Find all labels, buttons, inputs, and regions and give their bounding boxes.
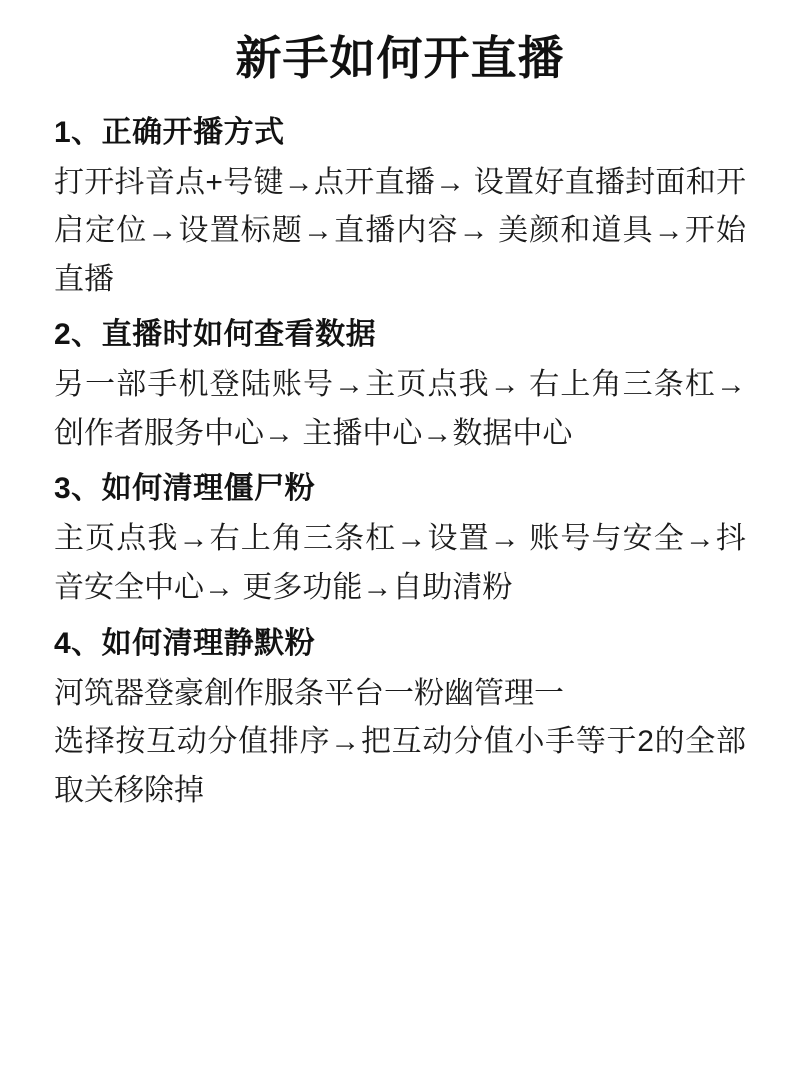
section-2-heading: 2、直播时如何查看数据: [54, 318, 377, 352]
section-1-body: [54, 159, 746, 305]
section-4-text-line-2: 选择按互动分值排序→把互动分值小手等于2的全部取关移除掉: [54, 725, 746, 807]
section-3-text: 主页点我→右上角三条杠→设置→ 账号与安全→抖音安全中心→ 更多功能→自助清粉: [54, 522, 746, 605]
section-4-heading: 4、如何清理静默粉: [54, 626, 316, 660]
section-4-body: [54, 670, 746, 816]
section-2-body: [54, 361, 746, 458]
section-3: [54, 466, 746, 612]
section-1-text: 打开抖音点+号键→点开直播→ 设置好直播封面和开启定位→设置标题→直播内容→ 美颜和道具→开始直播: [54, 165, 746, 296]
section-2: [54, 312, 746, 458]
section-3-body: [54, 515, 746, 612]
section-4: [54, 621, 746, 816]
section-4-text-line-1: 河筑器登豪創作服条平台一粉幽管理一: [54, 676, 564, 710]
section-1-heading: 1、正确开播方式: [54, 115, 285, 149]
page-title: 新手如何开直播: [235, 32, 565, 84]
section-2-text: 另一部手机登陆账号→主页点我→ 右上角三条杠→创作者服务中心→ 主播中心→数据中心: [54, 368, 746, 450]
section-3-heading: 3、如何清理僵尸粉: [54, 472, 316, 506]
page-bottom-edge: [0, 1055, 800, 1069]
section-1: [54, 110, 746, 305]
